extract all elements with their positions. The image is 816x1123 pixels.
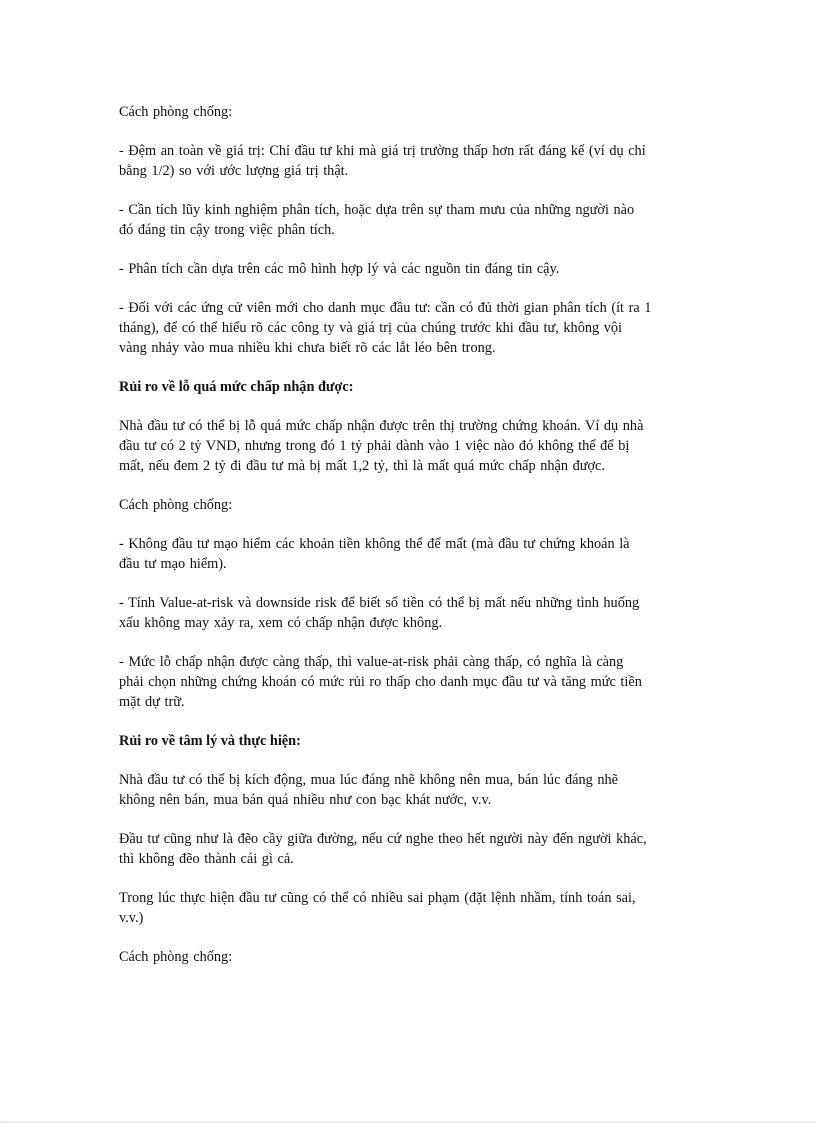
paragraph-execution-errors: Trong lúc thực hiện đầu tư cũng có thể có nhiều sai phạm (đặt lệnh nhầm, tính toán sai, v.v.) — [119, 890, 636, 926]
paragraph-value-at-risk: - Tính Value-at-risk và downside risk để biết số tiền có thể bị mất nếu những tình huống xấu không may xảy ra, xem có chấp nhận được không. — [119, 595, 640, 631]
paragraph-prevention-heading-3: Cách phòng chống: — [119, 949, 233, 965]
paragraph-emotional-trading: Nhà đầu tư có thể bị kích động, mua lúc đáng nhẽ không nên mua, bán lúc đáng nhẽ không nên bán, mua bán quá nhiều như con bạc khát nước, v.v. — [119, 772, 619, 808]
paragraph-acceptable-loss: - Mức lỗ chấp nhận được càng thấp, thì value-at-risk phải càng thấp, có nghĩa là càng phải chọn những chứng khoán có mức rủi ro thấp cho danh mục đầu tư và tăng mức tiền mặt dự trữ. — [119, 654, 642, 710]
paragraph-analysis-models: - Phân tích cần dựa trên các mô hình hợp lý và các nguồn tin đáng tin cậy. — [119, 261, 560, 277]
paragraph-excess-loss-example: Nhà đầu tư có thể bị lỗ quá mức chấp nhận được trên thị trường chứng khoán. Ví dụ nhà đầu tư có 2 tỷ VND, nhưng trong đó 1 tỷ phải dành vào 1 việc nào đó không thể để bị mất, nếu đem 2 tỷ đi đầu tư mà bị mất 1,2 tỷ, thì là mất quá mức chấp nhận được. — [119, 418, 644, 474]
document-body — [119, 102, 699, 986]
section-heading-excess-loss: Rủi ro về lỗ quá mức chấp nhận được: — [119, 379, 354, 395]
paragraph-new-candidates: - Đối với các ứng cử viên mới cho danh mục đầu tư: cần có đủ thời gian phân tích (ít ra 1 tháng), để có thể hiểu rõ các công ty và giá trị của chúng trước khi đầu tư, không vội vàng nhảy vào mua nhiều khi chưa biết rõ các lắt léo bên trong. — [119, 300, 652, 356]
paragraph-safety-margin: - Đệm an toàn về giá trị: Chỉ đầu tư khi mà giá trị trường thấp hơn rất đáng kể (ví dụ chỉ bằng 1/2) so với ước lượng giá trị thật. — [119, 143, 646, 179]
paragraph-experience: - Cần tích lũy kinh nghiệm phân tích, hoặc dựa trên sự tham mưu của những người nào đó đáng tin cậy trong việc phân tích. — [119, 202, 635, 238]
paragraph-carving-plough: Đầu tư cũng như là đẽo cầy giữa đường, nếu cứ nghe theo hết người này đến người khác, thì không đẽo thành cái gì cả. — [119, 831, 647, 867]
paragraph-prevention-heading-2: Cách phòng chống: — [119, 497, 233, 513]
paragraph-prevention-heading-1: Cách phòng chống: — [119, 104, 233, 120]
section-heading-psychology: Rủi ro về tâm lý và thực hiện: — [119, 733, 301, 749]
paragraph-no-risky-investment: - Không đầu tư mạo hiểm các khoản tiền không thể để mất (mà đầu tư chứng khoán là đầu tư mạo hiểm). — [119, 536, 630, 572]
